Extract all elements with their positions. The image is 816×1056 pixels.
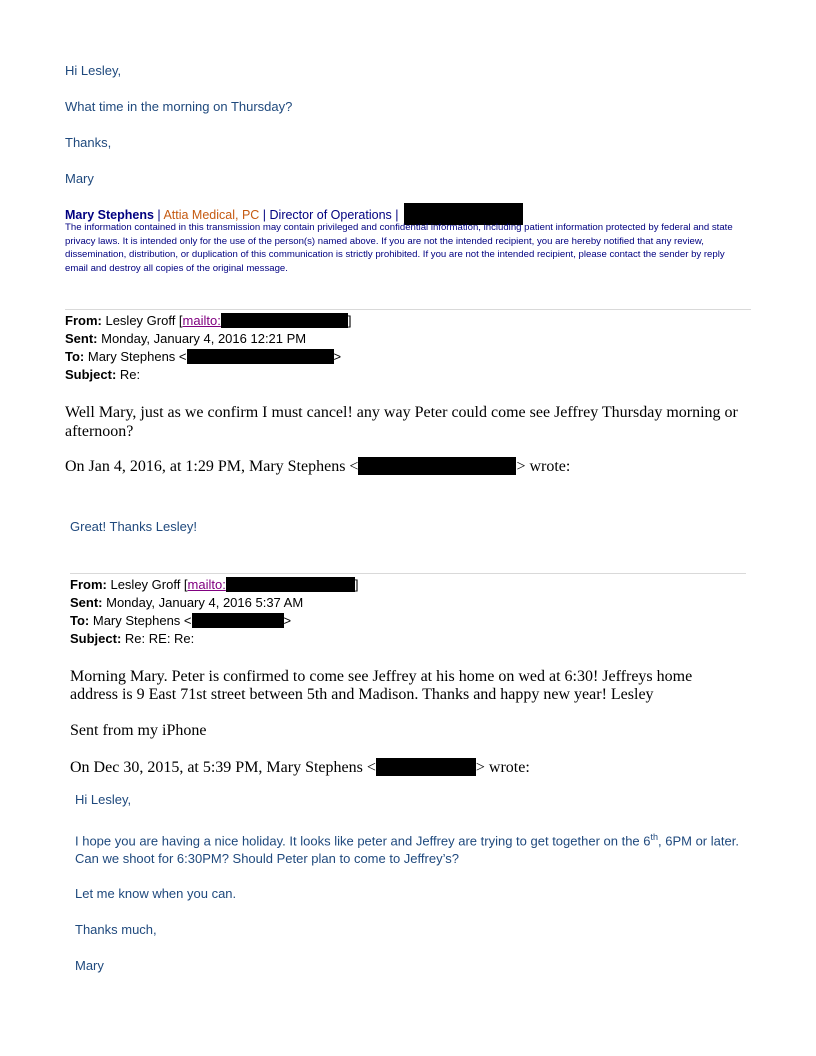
quote-end: > wrote: <box>475 759 530 776</box>
redaction-block <box>187 349 334 364</box>
mailto-link[interactable]: mailto: <box>187 577 226 592</box>
from-bracket: ] <box>347 313 352 328</box>
quote-end: > wrote: <box>516 458 571 475</box>
redaction-block <box>376 758 476 776</box>
body-text: , 6PM or later. Can we shoot for 6:30PM? Should Peter plan to come to Jeffrey’s? <box>75 833 739 867</box>
subject-value: Re: <box>119 367 141 382</box>
sent-label: Sent: <box>65 331 98 346</box>
from-name: Lesley Groff [ <box>110 577 188 592</box>
to-label: To: <box>70 613 90 628</box>
signature-title: Director of Operations <box>269 208 392 222</box>
to-label: To: <box>65 349 85 364</box>
signature-separator: | <box>259 208 270 222</box>
sent-label: Sent: <box>70 595 103 610</box>
sent-line <box>65 331 306 346</box>
from-bracket: ] <box>354 577 359 592</box>
sent-line <box>70 595 303 610</box>
from-label: From: <box>65 313 102 328</box>
message-body <box>75 828 747 868</box>
sent-value: Monday, January 4, 2016 5:37 AM <box>106 595 304 610</box>
message-body: Morning Mary. Peter is confirmed to come see Jeffrey at his home on wed at 6:30! Jeffreys home address is 9 East 71st street between 5th and Madison. Thanks and happy new year! Lesley <box>70 668 693 703</box>
divider <box>65 309 751 310</box>
sent-from-line: Sent from my iPhone <box>70 722 207 739</box>
divider <box>70 573 746 574</box>
to-bracket: > <box>333 349 342 364</box>
greeting-text: Hi Lesley, <box>65 63 122 78</box>
quote-start: On Jan 4, 2016, at 1:29 PM, Mary Stephens < <box>65 458 359 475</box>
let-me-know-text: Let me know when you can. <box>75 886 237 901</box>
greeting-text: Hi Lesley, <box>75 792 132 807</box>
subject-line <box>65 367 140 382</box>
quote-line <box>65 457 570 476</box>
from-name: Lesley Groff [ <box>105 313 183 328</box>
to-name: Mary Stephens < <box>92 613 192 628</box>
redaction-block <box>226 577 355 592</box>
sent-value: Monday, January 4, 2016 12:21 PM <box>101 331 307 346</box>
redaction-block <box>192 613 284 628</box>
to-name: Mary Stephens < <box>87 349 187 364</box>
message-body: Well Mary, just as we confirm I must cancel! any way Peter could come see Jeffrey Thursday morning or afternoon? <box>65 404 738 440</box>
quote-line <box>70 758 530 777</box>
sender-signoff: Mary <box>75 958 104 973</box>
signature-separator: | <box>391 208 399 222</box>
signature-name: Mary Stephens <box>65 208 154 222</box>
subject-label: Subject: <box>70 631 122 646</box>
from-line <box>70 577 358 592</box>
body-text: I hope you are having a nice holiday. It looks like peter and Jeffrey are trying to get together on the 6 <box>75 833 651 849</box>
confidentiality-disclaimer: The information contained in this transmission may contain privileged and confidential information, including patient information protected by federal and state privacy laws. It is intended only for the use of the person(s) named above. If you are not the intended recipient, you are hereby notified that any review, dissemination, distribution, or duplication of this communication is strictly prohibited. If you are not the intended recipient, please contact the sender by reply email and destroy all copies of the original message. <box>65 222 733 274</box>
thanks-text: Thanks, <box>65 135 112 150</box>
quote-start: On Dec 30, 2015, at 5:39 PM, Mary Stephens < <box>70 759 376 776</box>
ordinal-suffix: th <box>650 832 659 842</box>
question-text: What time in the morning on Thursday? <box>65 99 293 114</box>
signature-separator: | <box>153 208 164 222</box>
mailto-link[interactable]: mailto: <box>182 313 221 328</box>
from-label: From: <box>70 577 107 592</box>
to-bracket: > <box>283 613 292 628</box>
message-body: Great! Thanks Lesley! <box>70 519 197 534</box>
to-line <box>70 613 291 628</box>
subject-value: Re: RE: Re: <box>124 631 195 646</box>
redaction-block <box>221 313 348 328</box>
redaction-block <box>358 457 516 475</box>
subject-line <box>70 631 194 646</box>
to-line <box>65 349 341 364</box>
thanks-text: Thanks much, <box>75 922 157 937</box>
subject-label: Subject: <box>65 367 117 382</box>
from-line <box>65 313 351 328</box>
signature-company: Attia Medical, PC <box>163 208 260 222</box>
sender-signoff: Mary <box>65 171 94 186</box>
